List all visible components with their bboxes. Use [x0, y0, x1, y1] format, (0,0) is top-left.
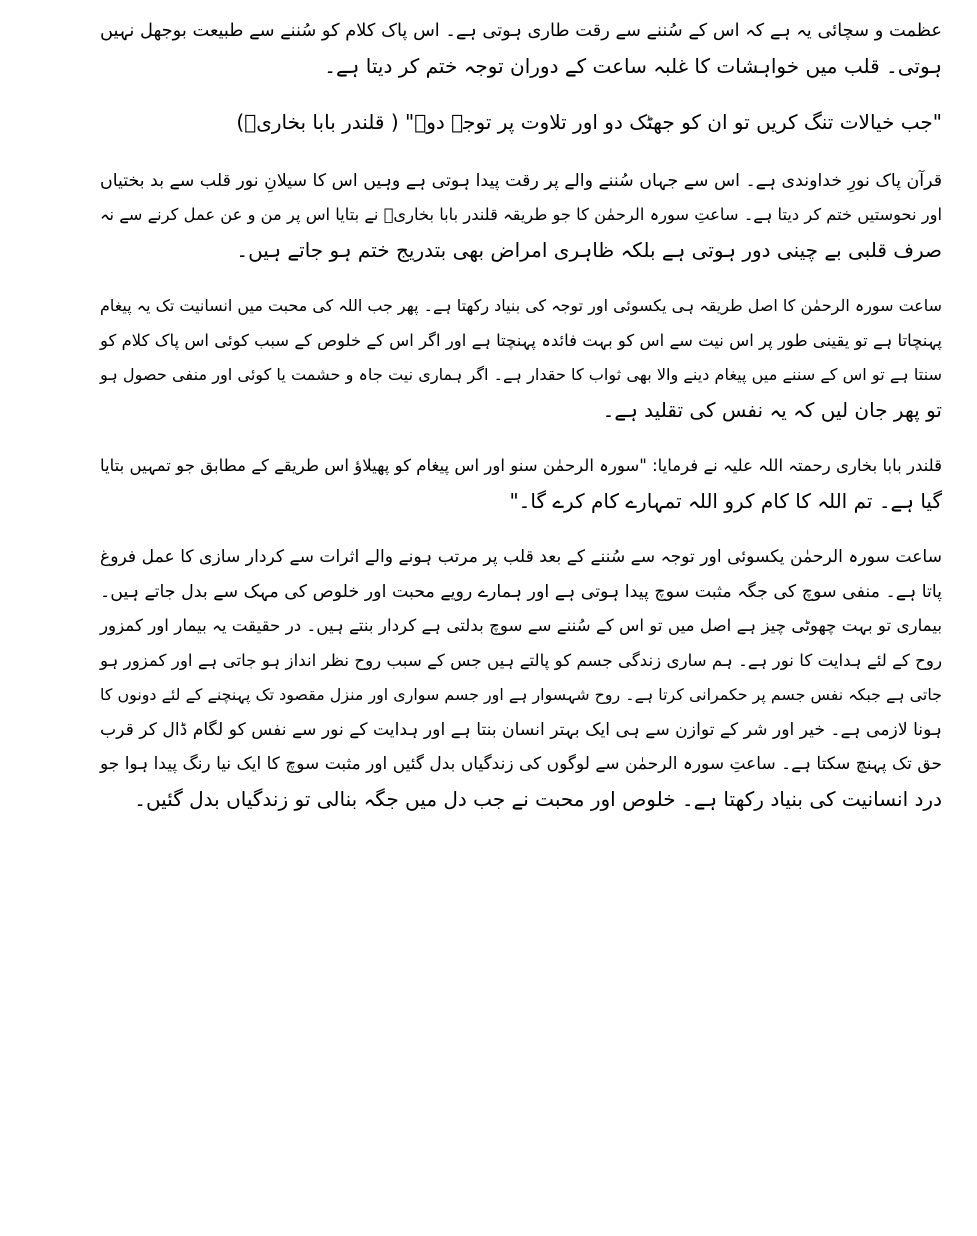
paragraph-intro	[100, 14, 942, 83]
text-line: بیماری تو بہت چھوٹی چیز ہے اصل میں تو اس کے سُننے سے سوچ بدلتی ہے کردار بنتے ہیں۔ در حقیقت یہ بیمار اور کمزور	[100, 616, 942, 635]
text-line: تو پھر جان لیں کہ یہ نفس کی تقلید ہے۔	[602, 397, 942, 422]
text-line: درد انسانیت کی بنیاد رکھتا ہے۔ خلوص اور محبت نے جب دل میں جگہ بنالی تو زندگیاں بدل گئیں۔	[134, 786, 942, 811]
paragraph-character	[100, 540, 942, 816]
text-line: صرف قلبی بے چینی دور ہوتی ہے بلکہ ظاہری امراض بھی بتدریج ختم ہو جاتے ہیں۔	[236, 237, 942, 262]
text-line: جاتی ہے جبکہ نفس جسم پر حکمرانی کرتا ہے۔ روح شہسوار ہے اور جسم سواری اور منزل مقصود تک پہنچنے کے لئے دونوں کا	[100, 685, 942, 704]
text-line: ہونا لازمی ہے۔ خیر اور شر کے توازن سے ہی ایک بہتر انسان بنتا ہے اور ہدایت کے نور سے نفس کو لگام ڈال کر قرب	[100, 719, 942, 740]
text-line: پاتا ہے۔ منفی سوچ کی جگہ مثبت سوچ پیدا ہوتی ہے اور ہمارے رویے محبت اور خلوص کی مہک سے بدل جاتے ہیں۔	[100, 581, 942, 602]
text-line: پہنچاتا ہے تو یقینی طور پر اس نیت سے اس کو بہت فائدہ پہنچتا ہے اور اگر اس کے خلوص کے سبب کوئی اس پاک کلام کو	[100, 330, 942, 350]
quote-line: "جب خیالات تنگ کریں تو ان کو جھٹک دو اور تلاوت پر توجہ دو۔" ( قلندر بابا بخاریؒ)	[236, 110, 942, 134]
text-line: ساعت سورہ الرحمٰن کا اصل طریقہ ہی یکسوئی اور توجہ کی بنیاد رکھتا ہے۔ پھر جب اللہ کی محبت میں انسانیت تک یہ پیغام	[100, 296, 942, 315]
text-line: گیا ہے۔ تم اللہ کا کام کرو اللہ تمہارے کام کرے گا۔"	[509, 488, 942, 513]
text-line: ہوتی۔ قلب میں خواہشات کا غلبہ ساعت کے دوران توجہ ختم کر دیتا ہے۔	[324, 53, 942, 78]
text-line: حق تک پہنچ سکتا ہے۔ ساعتِ سورہ الرحمٰن سے لوگوں کی زندگیاں بدل گئیں اور مثبت سوچ کا ایک نیا رنگ پیدا ہوا جو	[100, 754, 942, 774]
paragraph-method	[100, 289, 942, 427]
document-page	[100, 14, 942, 838]
text-line: ساعت سورہ الرحمٰن یکسوئی اور توجہ سے سُننے کے بعد قلب پر مرتب ہونے والے اثرات سے کردار سازی کا عمل فروغ	[100, 547, 942, 567]
text-line: عظمت و سچائی یہ ہے کہ اس کے سُننے سے رقت طاری ہوتی ہے۔ اس پاک کلام کو سُننے سے طبیعت بوجھل نہیں	[100, 20, 942, 41]
text-line: قرآن پاک نورِ خداوندی ہے۔ اس سے جہاں سُننے والے پر رقت پیدا ہوتی ہے وہیں اس کا سیلانِ نور قلب سے بد بختیاں	[100, 170, 942, 191]
text-line: قلندر بابا بخاری رحمتہ اللہ علیہ نے فرمایا: "سورہ الرحمٰن سنو اور اس پیغام کو پھیلاؤ اس طریقے کے مطابق جو تمہیں بتایا	[100, 456, 942, 475]
text-line: اور نحوستیں ختم کر دیتا ہے۔ ساعتِ سورہ الرحمٰن کا جو طریقہ قلندر بابا بخاریؒ نے بتایا اس پر من و عن عمل کرنے سے نہ	[100, 205, 942, 224]
text-line: روح کے لئے ہدایت کا نور ہے۔ ہم ساری زندگی جسم کو پالتے ہیں جس کے سبب روح نظر انداز ہو جاتی ہے اور کمزور ہو	[100, 650, 942, 670]
paragraph-quran-noor	[100, 164, 942, 268]
paragraph-quote	[100, 105, 942, 140]
paragraph-saying	[100, 449, 942, 518]
text-line: سنتا ہے تو اس کے سننے میں پیغام دینے والا بھی ثواب کا حقدار ہے۔ اگر ہماری نیت جاہ و حشمت یا کوئی اور منفی حصول ہو	[100, 365, 942, 384]
